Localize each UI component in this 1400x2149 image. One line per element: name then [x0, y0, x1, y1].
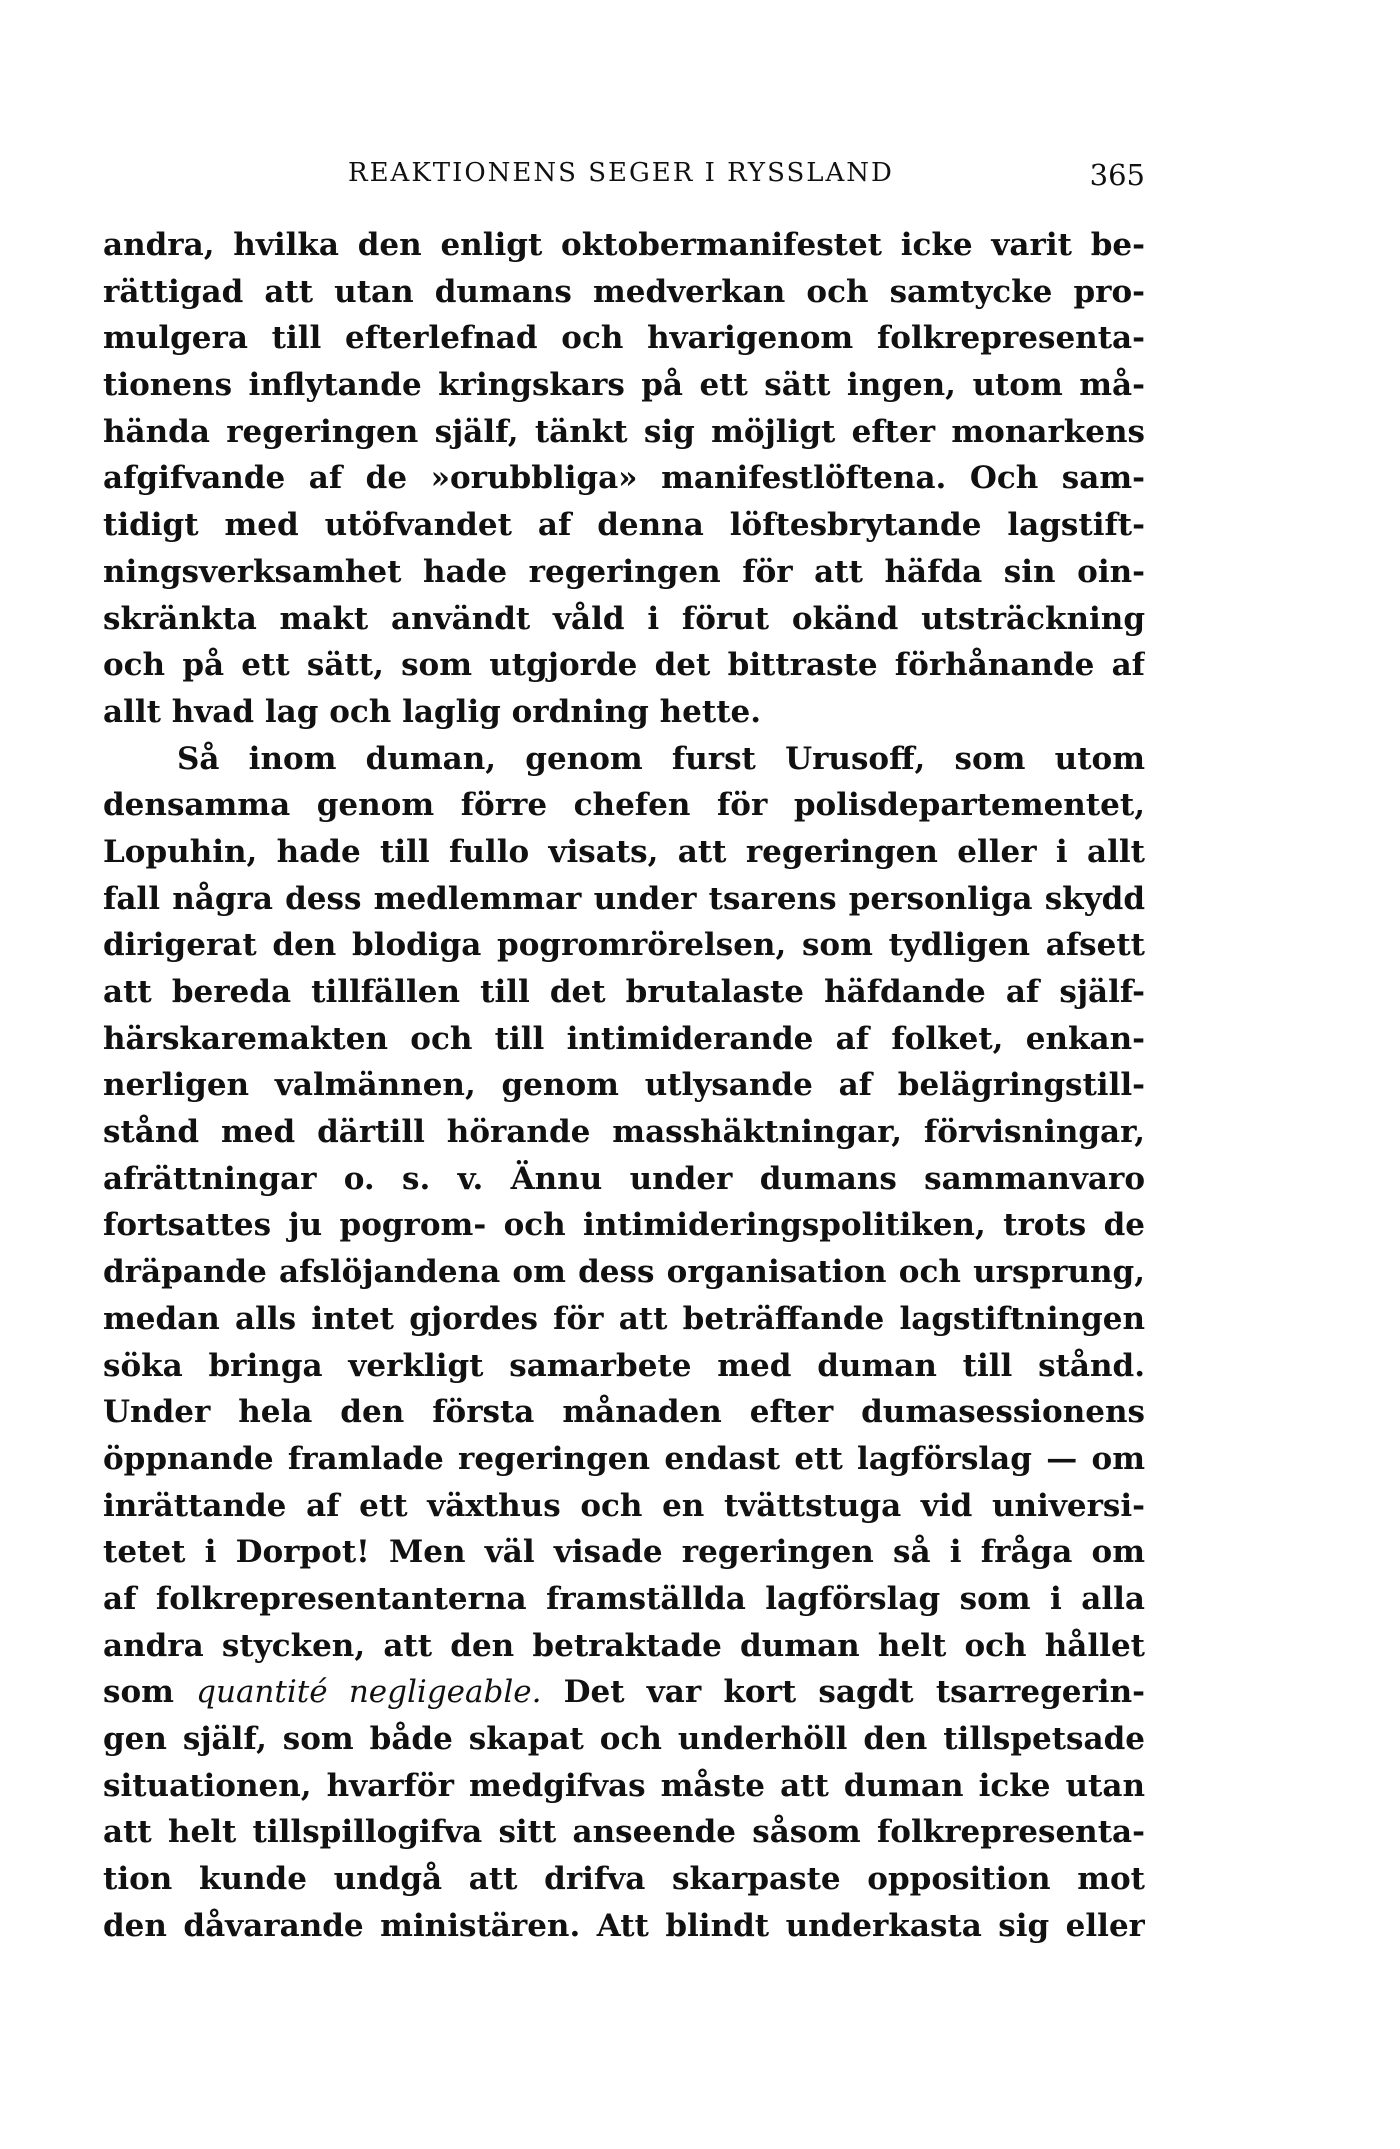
text-line: den dåvarande ministären. Att blindt underkasta sig eller — [103, 1907, 1145, 1944]
text-line: härskaremakten och till intimiderande af folket, enkan- — [103, 1020, 1145, 1057]
text-line: tidigt med utöfvandet af denna löftesbrytande lagstift- — [103, 507, 1145, 544]
body-text — [103, 222, 1145, 1949]
paragraph-end-line: allt hvad lag och laglig ordning hette. — [103, 693, 762, 730]
text-line: ningsverksamhet hade regeringen för att häfda sin oin- — [103, 553, 1145, 590]
text-line: nerligen valmännen, genom utlysande af belägringstill- — [103, 1067, 1145, 1104]
text-line: att bereda tillfällen till det brutalaste häfdande af själf- — [103, 974, 1145, 1010]
paragraph-start-line: Så inom duman, genom furst Urusoff, som utom — [177, 740, 1145, 777]
text-line: rättigad att utan dumans medverkan och samtycke pro- — [103, 273, 1145, 310]
text-line: att helt tillspillogifva sitt anseende såsom folkrepresenta- — [103, 1814, 1145, 1851]
text-line: Lopuhin, hade till fullo visats, att regeringen eller i allt — [103, 833, 1145, 870]
text-line: mulgera till efterlefnad och hvarigenom folkrepresenta- — [103, 320, 1145, 357]
text-line: afrättningar o. s. v. Ännu under dumans sammanvaro — [103, 1160, 1145, 1197]
text-line: afgifvande af de »orubbliga» manifestlöftena. Och sam- — [103, 460, 1145, 497]
text-line: densamma genom förre chefen för polisdepartementet, — [103, 787, 1145, 824]
text-line: medan alls intet gjordes för att beträffande lagstiftningen — [103, 1300, 1145, 1337]
text-line: söka bringa verkligt samarbete med duman till stånd. — [103, 1347, 1145, 1384]
text-line-with-italic — [103, 1669, 1145, 1716]
text-line: andra, hvilka den enligt oktobermanifestet icke varit be- — [103, 227, 1145, 263]
text-line: tionens inflytande kringskars på ett sätt ingen, utom må- — [103, 367, 1145, 404]
text-line: af folkrepresentanterna framställda lagförslag som i alla — [103, 1580, 1145, 1617]
text-line: inrättande af ett växthus och en tvättstuga vid universi- — [103, 1487, 1145, 1524]
text-line: hända regeringen själf, tänkt sig möjligt efter monarkens — [103, 413, 1145, 450]
text-line: Under hela den första månaden efter dumasessionens — [103, 1394, 1145, 1431]
text-line: tion kunde undgå att drifva skarpaste opposition mot — [103, 1861, 1145, 1898]
text-line: dirigerat den blodiga pogromrörelsen, som tydligen afsett — [103, 927, 1145, 964]
page-number: 365 — [1089, 158, 1145, 192]
text-line: gen själf, som både skapat och underhöll den tillspetsade — [103, 1721, 1145, 1757]
line-segment: som — [103, 1674, 197, 1711]
running-head — [103, 158, 1145, 202]
text-line: dräpande afslöjandena om dess organisation och ursprung, — [103, 1254, 1145, 1291]
running-title: REAKTIONENS SEGER I RYSSLAND — [348, 158, 894, 188]
text-line: och på ett sätt, som utgjorde det bittraste förhånande af — [103, 647, 1145, 684]
text-line: tetet i Dorpot! Men väl visade regeringen så i fråga om — [103, 1534, 1145, 1571]
italic-phrase: quantité negligeable. — [196, 1674, 542, 1711]
line-segment: Det var kort sagdt tsarregerin- — [541, 1674, 1145, 1711]
text-line: andra stycken, att den betraktade duman helt och hållet — [103, 1627, 1145, 1664]
text-line: situationen, hvarför medgifvas måste att duman icke utan — [103, 1767, 1145, 1804]
text-line: stånd med därtill hörande masshäktningar, förvisningar, — [103, 1114, 1145, 1151]
text-line: skränkta makt användt våld i förut okänd utsträckning — [103, 600, 1145, 637]
text-line: öppnande framlade regeringen endast ett lagförslag — om — [103, 1440, 1145, 1477]
text-line: fall några dess medlemmar under tsarens personliga skydd — [103, 880, 1145, 917]
text-line: fortsattes ju pogrom- och intimideringspolitiken, trots de — [103, 1207, 1145, 1244]
